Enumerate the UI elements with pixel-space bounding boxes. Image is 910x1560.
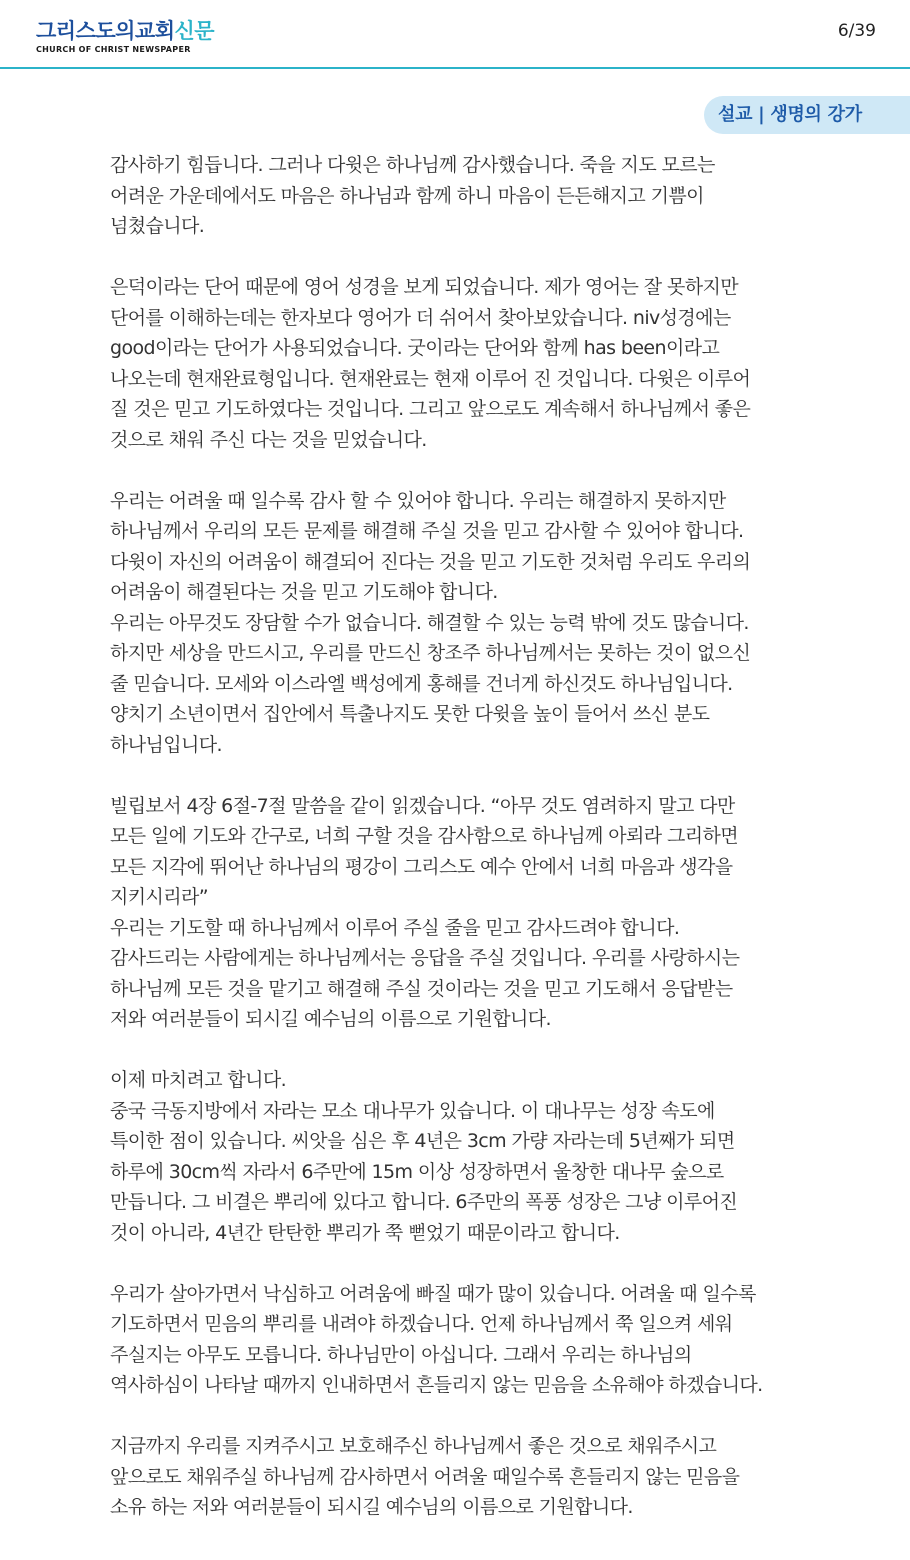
paragraph-line: 줄 믿습니다. 모세와 이스라엘 백성에게 홍해를 건너게 하신것도 하나님입니다. [110,672,733,695]
article-paragraph [110,486,810,761]
article-paragraph [110,150,810,242]
paragraph-line: 은덕이라는 단어 때문에 영어 성경을 보게 되었습니다. 제가 영어는 잘 못하지만 [110,276,738,298]
paragraph-line: 소유 하는 저와 여러분들이 되시길 예수님의 이름으로 기원합니다. [110,1496,633,1518]
paragraph-line: good이라는 단어가 사용되었습니다. 굿이라는 단어와 함께 has been이라고 [110,337,720,359]
article-paragraph [110,1431,810,1523]
page-header [0,0,910,69]
paragraph-line: 어려움이 해결된다는 것을 믿고 기도해야 합니다. [110,581,498,603]
logo-korean-accent: 신문 [174,19,215,43]
paragraph-line: 질 것은 믿고 기도하였다는 것입니다. 그리고 앞으로도 계속해서 하나님께서 좋은 [110,398,751,420]
paragraph-line: 이제 마치려고 합니다. [110,1069,287,1091]
paragraph-line: 저와 여러분들이 되시길 예수님의 이름으로 기원합니다. [110,1008,551,1030]
logo-korean [36,20,214,42]
logo-korean-main: 그리스도의교회 [36,19,175,43]
paragraph-line: 기도하면서 믿음의 뿌리를 내려야 하겠습니다. 언제 하나님께서 쭉 일으켜 세워 [110,1313,733,1335]
paragraph-line: 하나님께 모든 것을 맡기고 해결해 주실 것이라는 것을 믿고 기도해서 응답받는 [110,977,733,1000]
article-paragraph [110,791,810,1035]
article-paragraph [110,1279,810,1401]
paragraph-line: 우리는 기도할 때 하나님께서 이루어 주실 줄을 믿고 감사드려야 합니다. [110,916,680,939]
paragraph-line: 단어를 이해하는데는 한자보다 영어가 더 쉬어서 찾아보았습니다. niv성경에는 [110,306,731,329]
paragraph-line: 것으로 채워 주신 다는 것을 믿었습니다. [110,428,427,451]
paragraph-line: 어려운 가운데에서도 마음은 하나님과 함께 하니 마음이 든든해지고 기쁨이 [110,184,704,207]
paragraph-line: 빌립보서 4장 6절-7절 말씀을 같이 읽겠습니다. “아무 것도 염려하지 말고 다만 [110,794,735,817]
paragraph-line: 넘쳤습니다. [110,215,205,237]
paragraph-line: 모든 지각에 뛰어난 하나님의 평강이 그리스도 예수 안에서 너희 마음과 생각을 [110,855,733,878]
article-paragraph [110,1065,810,1248]
paragraph-line: 하나님입니다. [110,733,222,756]
paragraph-line: 지키시리라” [110,886,209,908]
paragraph-line: 양치기 소년이면서 집안에서 특출나지도 못한 다윗을 높이 들어서 쓰신 분도 [110,703,710,725]
paragraph-line: 주실지는 아무도 모릅니다. 하나님만이 아십니다. 그래서 우리는 하나님의 [110,1343,692,1366]
paragraph-line: 지금까지 우리를 지켜주시고 보호해주신 하나님께서 좋은 것으로 채워주시고 [110,1435,717,1457]
paragraph-line: 중국 극동지방에서 자라는 모소 대나무가 있습니다. 이 대나무는 성장 속도에 [110,1099,715,1122]
paragraph-line: 것이 아니라, 4년간 탄탄한 뿌리가 쭉 뻗었기 때문이라고 합니다. [110,1221,620,1244]
article-body [110,150,810,1553]
paragraph-line: 특이한 점이 있습니다. 씨앗을 심은 후 4년은 3cm 가량 자라는데 5년째가 되면 [110,1130,735,1152]
paragraph-line: 하지만 세상을 만드시고, 우리를 만드신 창조주 하나님께서는 못하는 것이 없으신 [110,642,751,664]
newspaper-logo[interactable] [36,20,214,54]
paragraph-line: 우리가 살아가면서 낙심하고 어려움에 빠질 때가 많이 있습니다. 어려울 때 일수록 [110,1282,756,1305]
paragraph-line: 우리는 아무것도 장담할 수가 없습니다. 해결할 수 있는 능력 밖에 것도 많습니다. [110,611,749,634]
paragraph-line: 역사하심이 나타날 때까지 인내하면서 흔들리지 않는 믿음을 소유해야 하겠습니다. [110,1374,763,1396]
section-tag: 설교 | 생명의 강가 [704,96,910,134]
paragraph-line: 앞으로도 채워주실 하나님께 감사하면서 어려울 때일수록 흔들리지 않는 믿음을 [110,1465,740,1488]
paragraph-line: 우리는 어려울 때 일수록 감사 할 수 있어야 합니다. 우리는 해결하지 못하지만 [110,489,726,512]
logo-english: CHURCH OF CHRIST NEWSPAPER [36,45,191,54]
paragraph-line: 감사하기 힘듭니다. 그러나 다윗은 하나님께 감사했습니다. 죽을 지도 모르는 [110,154,715,176]
page-number: 6/39 [837,21,876,41]
paragraph-line: 하루에 30cm씩 자라서 6주만에 15m 이상 성장하면서 울창한 대나무 숲으로 [110,1160,724,1183]
article-paragraph [110,272,810,455]
paragraph-line: 다윗이 자신의 어려움이 해결되어 진다는 것을 믿고 기도한 것처럼 우리도 우리의 [110,550,751,573]
paragraph-line: 나오는데 현재완료형입니다. 현재완료는 현재 이루어 진 것입니다. 다윗은 이루어 [110,367,751,390]
paragraph-line: 모든 일에 기도와 간구로, 너희 구할 것을 감사함으로 하나님께 아뢰라 그리하면 [110,825,738,847]
paragraph-line: 하나님께서 우리의 모든 문제를 해결해 주실 것을 믿고 감사할 수 있어야 합니다. [110,520,744,542]
paragraph-line: 만듭니다. 그 비결은 뿌리에 있다고 합니다. 6주만의 폭풍 성장은 그냥 이루어진 [110,1191,738,1213]
paragraph-line: 감사드리는 사람에게는 하나님께서는 응답을 주실 것입니다. 우리를 사랑하시는 [110,947,740,969]
